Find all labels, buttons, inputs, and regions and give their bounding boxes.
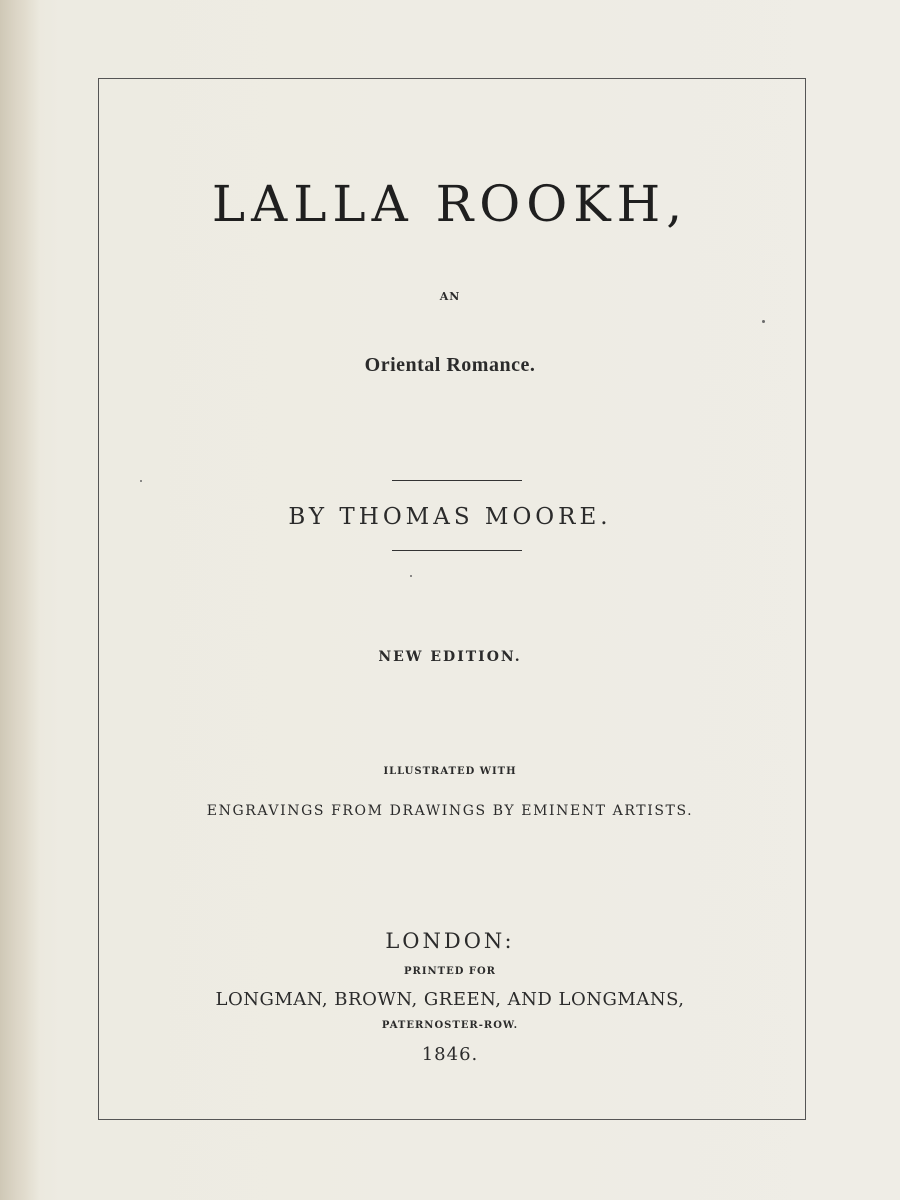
publication-year: 1846. bbox=[421, 1044, 479, 1065]
page-border-frame bbox=[98, 78, 806, 1120]
address-line: PATERNOSTER-ROW. bbox=[381, 1020, 519, 1031]
author-line: BY THOMAS MOORE. bbox=[288, 504, 612, 530]
title-connector: AN bbox=[439, 290, 461, 303]
imprint-city: LONDON: bbox=[385, 929, 515, 953]
illustrated-with-line: ILLUSTRATED WITH bbox=[383, 766, 517, 777]
engravings-line: ENGRAVINGS FROM DRAWINGS BY EMINENT ARTISTS. bbox=[206, 803, 694, 819]
book-title: LALLA ROOKH, bbox=[211, 175, 689, 233]
publisher-line: LONGMAN, BROWN, GREEN, AND LONGMANS, bbox=[215, 989, 685, 1010]
book-subtitle: Oriental Romance. bbox=[364, 354, 536, 376]
top-rule bbox=[392, 480, 522, 481]
edition-line: NEW EDITION. bbox=[378, 649, 522, 665]
paper-speck bbox=[410, 575, 412, 577]
printed-for-line: PRINTED FOR bbox=[404, 966, 496, 977]
paper-speck bbox=[140, 480, 142, 482]
paper-speck bbox=[762, 320, 765, 323]
bottom-rule bbox=[392, 550, 522, 551]
